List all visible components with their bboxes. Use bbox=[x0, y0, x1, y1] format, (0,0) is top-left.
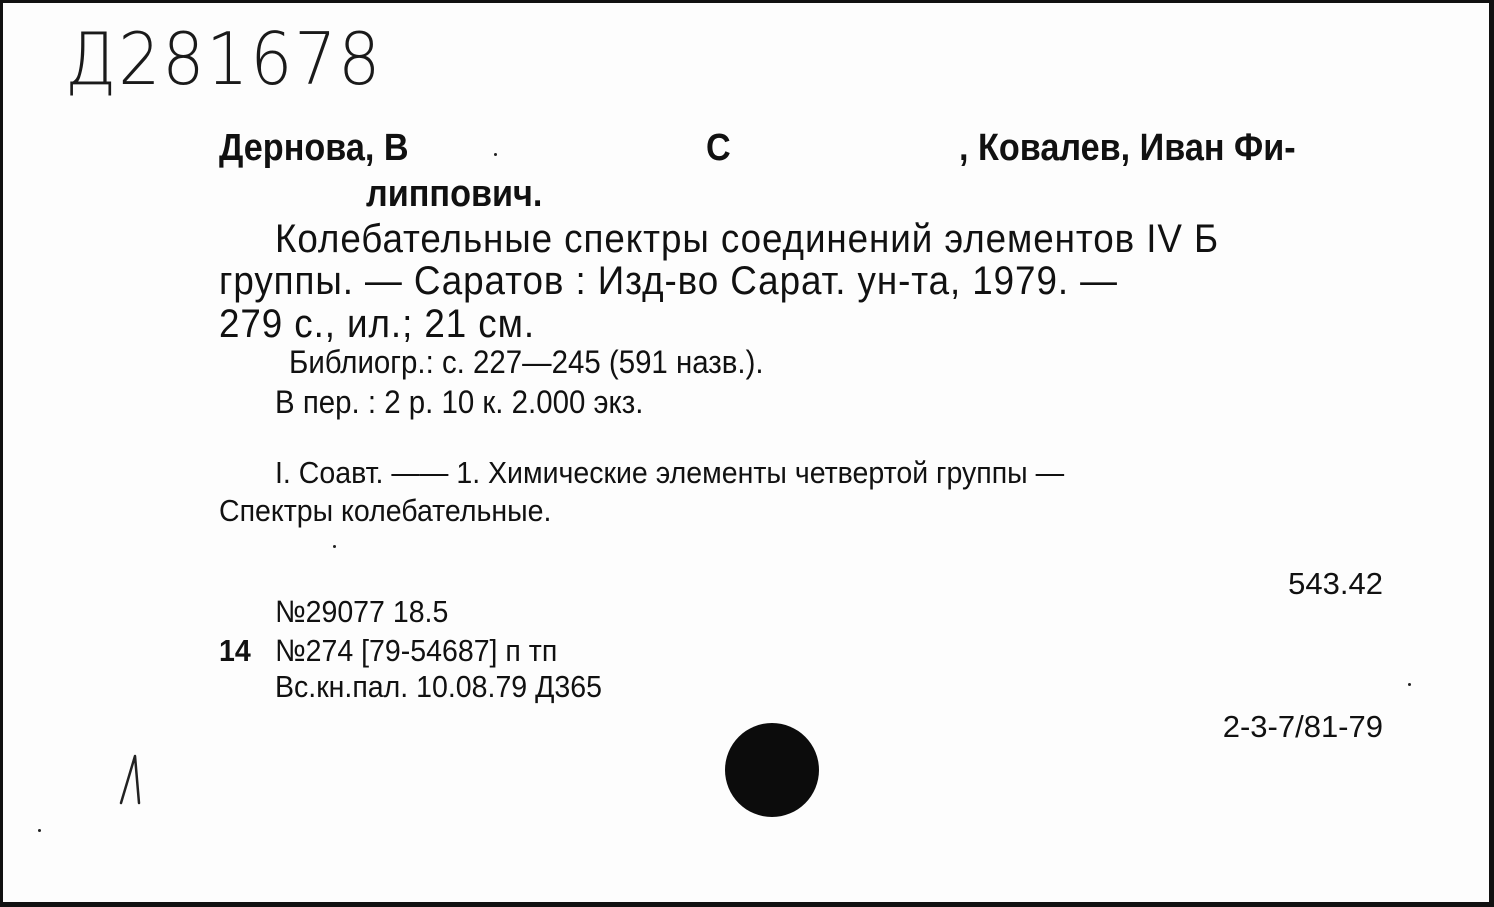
subject-line-2: Спектры колебательные. bbox=[219, 493, 552, 528]
registration-line-3: Вс.кн.пал. 10.08.79 Д365 bbox=[275, 669, 603, 704]
heading-author-2-continued: липпович. bbox=[366, 173, 543, 215]
punch-hole bbox=[725, 723, 819, 817]
heading-author-1: Дернова, В bbox=[219, 127, 409, 169]
speck bbox=[38, 829, 41, 832]
title-line-3: 279 с., ил.; 21 см. bbox=[219, 302, 535, 346]
udc-code: 543.42 bbox=[1288, 566, 1383, 601]
subject-line-1: I. Соавт. —— 1. Химические элементы четвертой группы — bbox=[275, 455, 1065, 490]
speck bbox=[1408, 683, 1411, 686]
handwritten-mark-icon bbox=[113, 748, 153, 808]
call-number: Д281678 bbox=[65, 17, 383, 101]
speck bbox=[333, 545, 336, 548]
registration-line-2-prefix: 14 bbox=[219, 633, 251, 668]
price-note: В пер. : 2 р. 10 к. 2.000 экз. bbox=[275, 384, 644, 420]
registration-line-2: №274 [79-54687] п тп bbox=[275, 633, 558, 668]
heading-initial: С bbox=[706, 127, 731, 169]
speck bbox=[494, 153, 497, 156]
heading-author-2: , Ковалев, Иван Фи- bbox=[959, 127, 1296, 169]
title-line-1: Колебательные спектры соединений элементов IV Б bbox=[275, 217, 1220, 261]
bbk-code: 2-3-7/81-79 bbox=[1222, 709, 1383, 744]
bibliography-note: Библиогр.: с. 227—245 (591 назв.). bbox=[289, 344, 764, 380]
title-line-2: группы. — Саратов : Изд-во Сарат. ун-та, 1979. — bbox=[219, 259, 1118, 303]
registration-line-1: №29077 18.5 bbox=[275, 594, 449, 629]
